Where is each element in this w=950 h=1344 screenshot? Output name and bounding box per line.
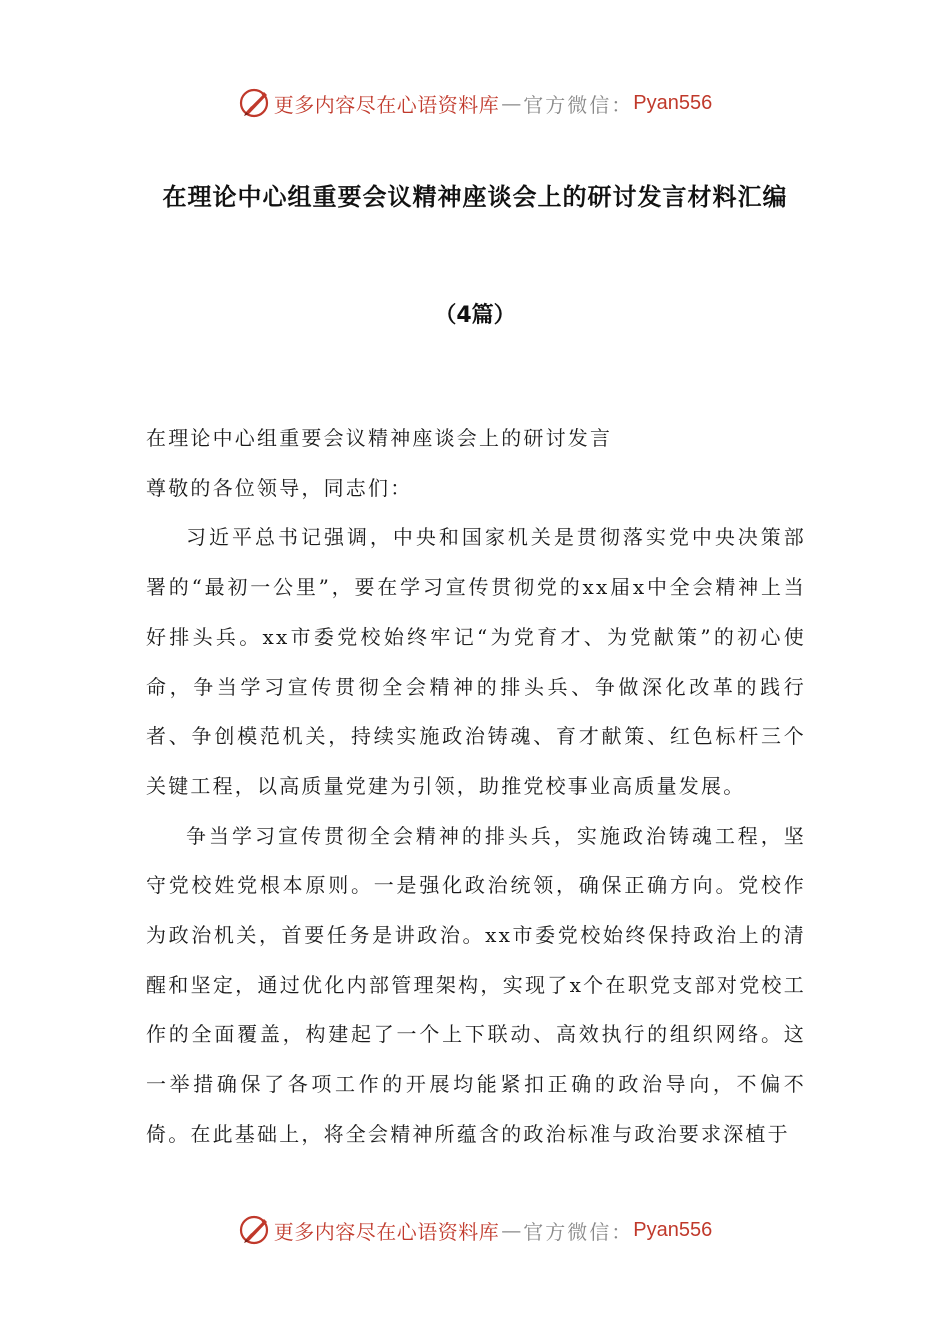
pen-quill-logo-icon <box>238 86 272 120</box>
document-body <box>146 414 806 1160</box>
body-paragraph: 习近平总书记强调，中央和国家机关是贯彻落实党中央决策部署的“最初一公里”，要在学习宣传贯彻党的xx届x中全会精神上当好排头兵。xx市委党校始终牢记“为党育才、为党献策”的初心使命，争当学习宣传贯彻全会精神的排头兵、争做深化改革的践行者、争创模范机关，持续实施政治铸魂、育才献策、红色标杆三个关键工程，以高质量党建为引领，助推党校事业高质量发展。 <box>146 525 806 798</box>
banner-main-text: 更多内容尽在心语资料库 <box>273 1219 500 1244</box>
banner-official-label: 官方微信： <box>523 1219 634 1244</box>
banner-main-text: 更多内容尽在心语资料库 <box>273 92 500 117</box>
header-banner <box>0 83 950 123</box>
salutation: 尊敬的各位领导，同志们： <box>146 475 413 500</box>
banner-wechat-id: Pyan556 <box>633 1218 713 1241</box>
document-subtitle: （4篇） <box>434 303 516 328</box>
banner-separator: — <box>501 1218 522 1242</box>
banner-official-label: 官方微信： <box>523 92 634 117</box>
document-title: 在理论中心组重要会议精神座谈会上的研讨发言材料汇编 <box>162 183 788 211</box>
banner-separator: — <box>501 91 522 115</box>
pen-quill-logo-icon <box>238 1213 272 1247</box>
section-heading: 在理论中心组重要会议精神座谈会上的研讨发言 <box>146 426 613 450</box>
body-paragraph: 争当学习宣传贯彻全会精神的排头兵，实施政治铸魂工程，坚守党校姓党根本原则。一是强化政治统领，确保正确方向。党校作为政治机关，首要任务是讲政治。xx市委党校始终保持政治上的清醒和坚定，通过优化内部管理架构，实现了x个在职党支部对党校工作的全面覆盖，构建起了一个上下联动、高效执行的组织网络。这一举措确保了各项工作的开展均能紧扣正确的政治导向，不偏不倚。在此基础上，将全会精神所蕴含的政治标准与政治要求深植于 <box>146 823 806 1146</box>
banner-wechat-id: Pyan556 <box>633 91 713 114</box>
footer-banner <box>0 1210 950 1250</box>
